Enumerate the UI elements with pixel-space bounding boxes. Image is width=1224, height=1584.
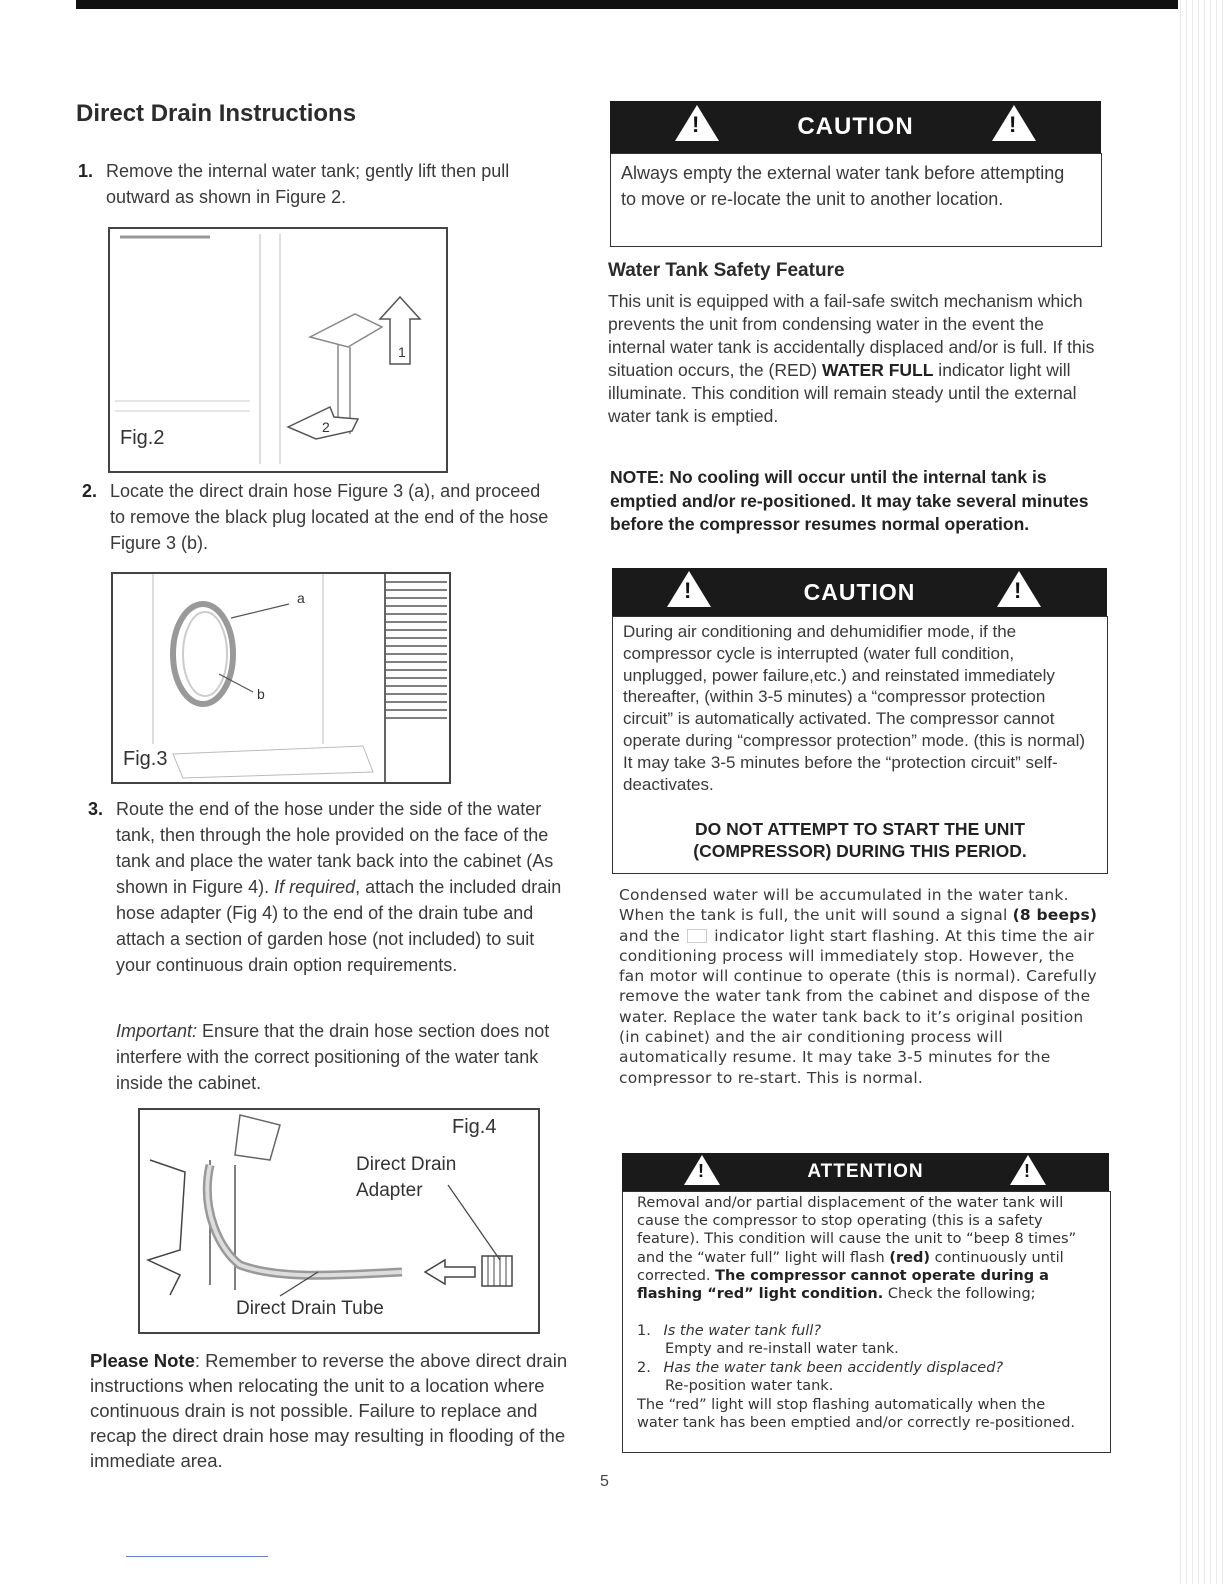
step-3-text-a: Route the end of the hose under the side of the water tank, then through the hole provided on the face of the tank and place the water tank back into the cabinet (As shown in Figure 4). [116,799,554,897]
step-3-italic: If required [274,877,356,897]
safety-text-b: indicator light will illuminate. This condition will remain steady until the external water tank is emptied. [608,360,1077,426]
warning-triangle-icon: ! [667,571,711,607]
warning-triangle-icon: ! [684,1155,720,1185]
caution-2-warning-line1: DO NOT ATTEMPT TO START THE UNIT [695,819,1025,839]
please-note-label: Please Note [90,1350,195,1371]
please-note-colon: : [194,1350,201,1371]
important-note [116,1018,564,1096]
attention-answer-1: Empty and re-install water tank. [665,1341,899,1357]
attention-banner [622,1153,1109,1191]
condensed-text-c: indicator light start flashing. At this time the air conditioning process will immediately stop. However, the fan motor will continue to operate (this is normal). Carefully remove the water tank from the cabinet and dispose of the water. Replace the water tank back to it’s original position (in cabinet) and the air conditioning process will automatically resume. It may take 3-5 minutes for the compressor to re-start. This is normal. [619,926,1097,1087]
please-note [90,1348,580,1473]
caution-banner-1 [610,101,1101,153]
warning-triangle-icon: ! [997,571,1041,607]
figure-3-callout-a: a [297,590,305,606]
caution-2-box [612,616,1108,874]
caution-banner-2 [612,568,1107,616]
water-full-indicator-icon [687,929,707,943]
attention-closing: The “red” light will stop flashing automatically when the water tank has been emptied and/or correctly re-positioned. [637,1397,1076,1432]
important-text: Ensure that the drain hose section does not interfere with the correct positioning of the water tank inside the cabinet. [116,1021,550,1093]
step-3-text-b: , attach the included drain hose adapter (Fig 4) to the end of the drain tube and attach a section of garden hose (not included) to suit your continuous drain option requirements. [116,877,562,975]
page-number: 5 [600,1473,609,1490]
condensed-text-a: Condensed water will be accumulated in the water tank. When the tank is full, the unit will sound a signal [619,886,1069,925]
figure-3-label: Fig.3 [123,748,168,770]
figure-4-label: Fig.4 [452,1116,497,1138]
condensed-paragraph [619,885,1099,1088]
attention-q1-number: 1. [637,1323,651,1339]
condensed-bold: (8 beeps) [1012,906,1098,925]
important-label: Important: [116,1021,198,1041]
figure-4-adapter-line1: Direct Drain [356,1154,457,1175]
caution-1-box [610,153,1102,247]
attention-text-a: Removal and/or partial displacement of the water tank will cause the compressor to stop operating (this is a safety feature). This condition will cause the unit to “beep 8 times” and the “water full” light will flash [637,1195,1077,1266]
figure-2-label: Fig.2 [120,427,165,449]
step-3-number: 3. [88,799,104,819]
figure-2-arrow-1-label: 1 [398,344,406,360]
caution-2-text: During air conditioning and dehumidifier mode, if the compressor cycle is interrupted (water full condition, unplugged, power failure,etc.) and reinstated immediately thereafter, (within 3-5 minutes) a “compressor protection circuit” is automatically activated. The compressor cannot operate during “compressor protection” mode. (this is normal) It may take 3-5 minutes before the “protection circuit” self-deactivates. [623,622,1086,794]
footer-rule [126,1556,268,1557]
note-paragraph: NOTE: No cooling will occur until the internal tank is emptied and/or re-positioned. It may take several minutes before the compressor resumes normal operation. [610,467,1089,534]
attention-box [622,1191,1111,1453]
page-title: Direct Drain Instructions [76,100,357,127]
figure-4 [138,1108,540,1334]
warning-triangle-icon: ! [675,105,719,141]
step-1 [78,158,546,210]
step-3 [88,796,572,978]
step-2-number: 2. [82,481,98,501]
scan-edge [1178,0,1224,1584]
caution-2-heading: CAUTION [803,579,916,605]
please-note-text: Remember to reverse the above direct drain instructions when relocating the unit to a location where continuous drain is not possible. Failure to replace and recap the direct drain hose may resulting in flooding of the immediate area. [90,1350,568,1471]
attention-text-c: Check the following; [883,1286,1036,1303]
attention-answer-2: Re-position water tank. [665,1378,834,1394]
safety-text-a: This unit is equipped with a fail-safe switch mechanism which prevents the unit from condensing water in the event the internal water tank is accidentally displaced and/or is full. If this situation occurs, the (RED) [608,291,1095,380]
attention-paragraph [637,1194,1099,1303]
safety-heading: Water Tank Safety Feature [608,260,845,281]
step-2 [82,478,556,556]
warning-triangle-icon: ! [992,105,1036,141]
attention-question-2 [637,1359,1107,1377]
safety-paragraph [608,290,1104,428]
attention-bold-red: (red) [889,1249,930,1266]
figure-3 [111,572,451,784]
caution-2-warning-line2: (COMPRESSOR) DURING THIS PERIOD. [693,841,1027,861]
warning-triangle-icon: ! [1010,1155,1046,1185]
attention-q1-text: Is the water tank full? [663,1323,822,1339]
attention-bold-b: The compressor cannot operate during a flashing “red” light condition. [637,1267,1049,1303]
figure-4-tube-label: Direct Drain Tube [236,1298,384,1319]
attention-q2-text: Has the water tank been accidently displaced? [663,1360,1004,1376]
attention-q2-number: 2. [637,1360,651,1376]
caution-1-heading: CAUTION [797,113,914,140]
step-1-number: 1. [78,161,94,181]
figure-2-arrow-2-label: 2 [322,419,330,435]
attention-question-1 [637,1322,1099,1340]
safety-bold: WATER FULL [821,360,934,380]
figure-4-adapter-line2: Adapter [356,1180,423,1201]
figure-2 [108,227,448,473]
step-2-text: Locate the direct drain hose Figure 3 (a), and proceed to remove the black plug located at the end of the hose Figure 3 (b). [110,481,549,553]
step-1-text: Remove the internal water tank; gently lift then pull outward as shown in Figure 2. [106,161,510,207]
caution-1-text: Always empty the external water tank before attempting to move or re-locate the unit to another location. [621,163,1065,209]
attention-heading: ATTENTION [807,1161,924,1182]
condensed-text-b: and the [619,926,686,945]
attention-text-b: continuously until corrected. [637,1249,1064,1284]
top-border-bar [76,0,1180,9]
figure-3-callout-b: b [257,686,265,702]
